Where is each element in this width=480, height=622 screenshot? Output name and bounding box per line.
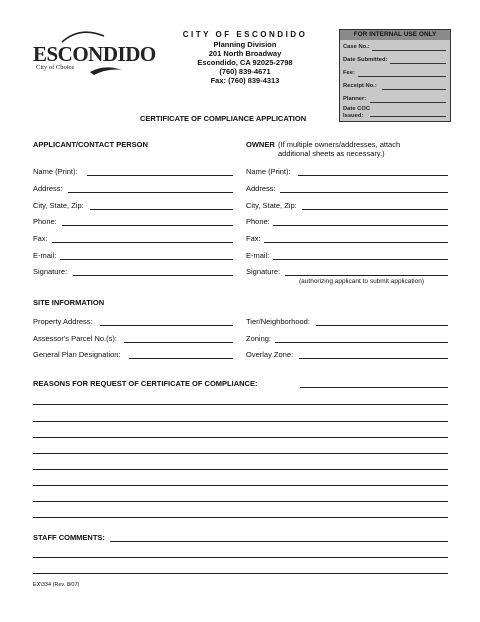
header-city: CITY OF ESCONDIDO — [182, 30, 308, 39]
site-zoning-label: Zoning: — [246, 334, 272, 343]
reasons-line[interactable] — [33, 404, 448, 405]
applicant-heading: APPLICANT/CONTACT PERSON — [33, 140, 148, 149]
header-citystate: Escondido, CA 92025-2798 — [197, 58, 293, 67]
header-phone: (760) 839-4671 — [219, 67, 271, 76]
reasons-line[interactable] — [33, 485, 448, 486]
reasons-heading: REASONS FOR REQUEST OF CERTIFICATE OF COMPLIANCE: — [33, 379, 258, 388]
applicant-signature-field[interactable] — [73, 275, 233, 276]
applicant-address-label: Address: — [33, 184, 63, 193]
applicant-address-field[interactable] — [68, 192, 233, 193]
internal-fee-label: Fee: — [343, 70, 355, 76]
site-zoning-field[interactable] — [275, 342, 448, 343]
internal-date-coc-label: Date COC Issued: — [343, 106, 371, 119]
internal-date-submitted-label: Date Submitted: — [343, 57, 388, 63]
owner-phone-field[interactable] — [273, 225, 448, 226]
owner-email-label: E-mail: — [246, 251, 270, 260]
owner-heading-note: (If multiple owners/addresses, attach — [278, 140, 401, 149]
form-code: EX\334 (Rev. 8/07) — [33, 582, 80, 588]
owner-signature-field[interactable] — [285, 275, 448, 276]
owner-fax-label: Fax: — [246, 234, 261, 243]
staff-comments-line[interactable] — [110, 541, 448, 542]
site-property-address-label: Property Address: — [33, 317, 93, 326]
form-title: CERTIFICATE OF COMPLIANCE APPLICATION — [140, 114, 307, 123]
reasons-line[interactable] — [300, 387, 448, 388]
applicant-fax-field[interactable] — [52, 242, 233, 243]
internal-case-no-field[interactable] — [372, 50, 446, 51]
site-overlay-field[interactable] — [299, 358, 448, 359]
owner-name-label: Name (Print): — [246, 167, 291, 176]
staff-comments-heading: STAFF COMMENTS: — [33, 533, 105, 542]
internal-date-submitted-field[interactable] — [390, 63, 446, 64]
applicant-citystatezip-label: City, State, Zip: — [33, 201, 84, 210]
internal-case-no-label: Case No.: — [343, 44, 370, 50]
logo-tagline: City of Choice — [36, 64, 75, 71]
logo-wordmark: ESCONDIDO — [33, 42, 156, 66]
owner-signature-note: (authorizing applicant to submit application) — [299, 278, 425, 285]
header-fax: Fax: (760) 839-4313 — [210, 76, 280, 85]
applicant-name-label: Name (Print): — [33, 167, 78, 176]
applicant-phone-field[interactable] — [62, 225, 233, 226]
site-tier-label: Tier/Neighborhood: — [246, 317, 310, 326]
owner-signature-label: Signature: — [246, 267, 281, 276]
owner-address-label: Address: — [246, 184, 276, 193]
reasons-line[interactable] — [33, 469, 448, 470]
header-street: 201 North Broadway — [208, 49, 282, 58]
reasons-line[interactable] — [33, 517, 448, 518]
applicant-name-field[interactable] — [87, 175, 233, 176]
staff-comments-line[interactable] — [33, 573, 448, 574]
applicant-email-label: E-mail: — [33, 251, 57, 260]
site-property-address-field[interactable] — [100, 325, 233, 326]
internal-planner-label: Planner: — [343, 96, 367, 102]
site-tier-field[interactable] — [316, 325, 448, 326]
site-plan-designation-field[interactable] — [129, 358, 233, 359]
owner-heading-note-2: additional sheets as necessary.) — [278, 149, 385, 158]
header-division: Planning Division — [213, 40, 277, 49]
applicant-email-field[interactable] — [60, 259, 233, 260]
internal-fee-field[interactable] — [358, 76, 446, 77]
reasons-line[interactable] — [33, 501, 448, 502]
owner-phone-label: Phone: — [246, 217, 270, 226]
site-heading: SITE INFORMATION — [33, 298, 105, 307]
owner-address-field[interactable] — [280, 192, 448, 193]
internal-date-coc-field[interactable] — [370, 116, 446, 117]
site-plan-designation-label: General Plan Designation: — [33, 350, 121, 359]
owner-name-field[interactable] — [298, 175, 448, 176]
owner-citystatezip-label: City, State, Zip: — [246, 201, 297, 210]
applicant-citystatezip-field[interactable] — [90, 209, 233, 210]
reasons-line[interactable] — [33, 437, 448, 438]
internal-use-title: FOR INTERNAL USE ONLY — [340, 30, 450, 40]
applicant-signature-label: Signature: — [33, 267, 68, 276]
site-overlay-label: Overlay Zone: — [246, 350, 294, 359]
owner-citystatezip-field[interactable] — [302, 209, 448, 210]
applicant-fax-label: Fax: — [33, 234, 48, 243]
applicant-phone-label: Phone: — [33, 217, 57, 226]
internal-planner-field[interactable] — [370, 102, 446, 103]
internal-receipt-field[interactable] — [382, 89, 446, 90]
owner-email-field[interactable] — [273, 259, 448, 260]
internal-receipt-label: Receipt No.: — [343, 83, 377, 89]
reasons-line[interactable] — [33, 421, 448, 422]
site-parcel-label: Assessor's Parcel No.(s): — [33, 334, 117, 343]
staff-comments-line[interactable] — [33, 557, 448, 558]
site-parcel-field[interactable] — [124, 342, 233, 343]
reasons-line[interactable] — [33, 453, 448, 454]
owner-heading: OWNER — [246, 140, 275, 149]
internal-use-box — [339, 29, 451, 122]
owner-fax-field[interactable] — [264, 242, 448, 243]
